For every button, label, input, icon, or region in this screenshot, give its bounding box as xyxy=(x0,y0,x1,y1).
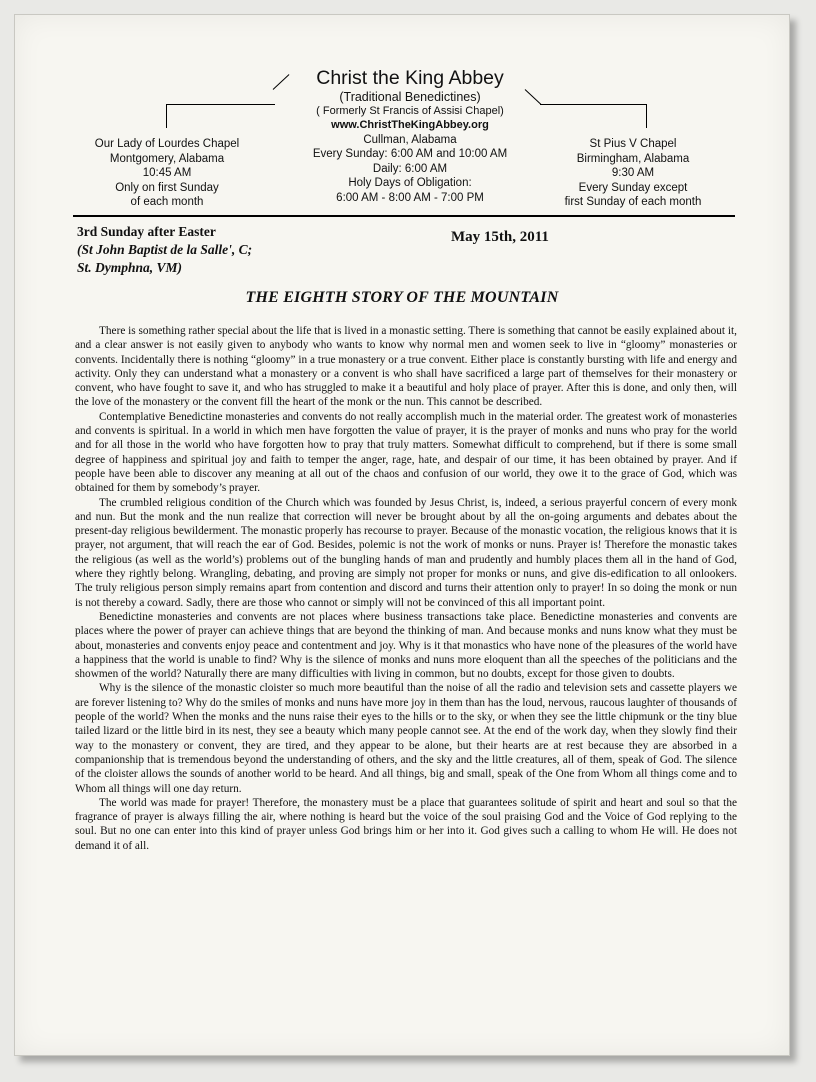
chapel-schedule: Only on first Sunday xyxy=(115,181,219,194)
chapel-name: Our Lady of Lourdes Chapel xyxy=(94,138,240,150)
saints-line-1: (St John Baptist de la Salle', C; xyxy=(77,242,253,257)
saints-line-2: St. Dymphna, VM) xyxy=(77,260,183,275)
bulletin-header xyxy=(15,15,789,225)
abbey-formerly: ( Formerly St Francis of Assisi Chapel) xyxy=(316,105,504,117)
article-paragraph: The world was made for prayer! Therefore, the monastery must be a place that guarantees solitude of spirit and heart and soul so that the fragrance of prayer is always filling the air, where nothing is heard but the voice of the soul praising God and the Voice of God replying to the soul. But no one can enter into this kind of prayer unless God brings him or her into it. God gives such a calling to whom He will. He does not demand it of all. xyxy=(75,796,737,852)
abbey-daily-times: Daily: 6:00 AM xyxy=(372,162,448,175)
article-paragraph: Benedictine monasteries and convents are not places where business transactions take place. Benedictine monasteries and convents are places where the power of prayer can achieve things that are beyond the thinking of man. And because monks and nuns know what they must be about, monasteries and convents enjoy peace and contentment and joy. Why is it that monastics who have none of the pleasures of the world have a happiness that the world is unable to find? Why is the silence of monks and nuns more eloquent than all the speeches of the politicians and the showmen of the world? Naturally there are many difficulties with living in common, but no doubts, except for those given to doubts. xyxy=(75,610,737,681)
birmingham-chapel-info xyxy=(543,137,723,210)
abbey-sunday-times: Every Sunday: 6:00 AM and 10:00 AM xyxy=(312,148,508,161)
article-paragraph: The crumbled religious condition of the Church which was founded by Jesus Christ, is, indeed, a serious prayerful concern of every monk and nun. But the monk and the nun realize that correction will never be brought about by all the on-going arguments and debates about the present-day religious bewilderment. The monastic properly has recourse to prayer. Because of the monastic vocation, the religious knows that it is prayer, not argument, that will reach the ear of God. Besides, polemic is not the work of monks or nuns. Prayer is! Therefore the monastic takes the religious (as well as the world’s) problems out of the bungling hands of man and prudently and humbly places them all in the hand of God, where they rightly belong. Wrangling, debating, and proving are simply not proper for monks or nuns, and give dis-edification to all onlookers. The truly religious person simply remains apart from contention and discord and turns their attention only to prayer! In so doing the monk or nun is not thereby a coward. Sadly, there are those who cannot or simply will not be convinced of this all important point. xyxy=(75,496,737,609)
article-title: THE EIGHTH STORY OF THE MOUNTAIN xyxy=(245,289,559,306)
article-body xyxy=(75,324,737,853)
abbey-holy-days-times: 6:00 AM - 8:00 AM - 7:00 PM xyxy=(336,191,484,204)
abbey-info xyxy=(265,67,555,206)
connector-drop-left xyxy=(166,104,167,128)
article-paragraph: There is something rather special about the life that is lived in a monastic setting. There is something that cannot be easily explained about it, and a clear answer is not easily given to anybody who wants to know why normal men and women seek to live in “gloomy” monasteries or convents. Incidentally there is nothing “gloomy” in a true monastery or a true convent. Either place is constantly bursting with life and energy and activity. Only they can understand what a monastery or a convent is who shall have sacrificed a large part of themselves for their monastery or convent, who have fought to save it, and who has struggled to make it a beautiful and holy place of prayer. After this is done, and only then, will the love of the monastery or the convent fill the heart of the monk or the nun. This cannot be described. xyxy=(75,325,737,409)
liturgical-day xyxy=(77,223,252,277)
bulletin-date: May 15th, 2011 xyxy=(451,229,549,245)
montgomery-chapel-info xyxy=(77,137,257,210)
connector-line-right xyxy=(540,104,647,105)
chapel-location: Montgomery, Alabama xyxy=(109,152,225,165)
abbey-location: Cullman, Alabama xyxy=(363,133,457,146)
abbey-name: Christ the King Abbey xyxy=(316,67,504,89)
chapel-schedule: Every Sunday except xyxy=(578,181,688,194)
chapel-name: St Pius V Chapel xyxy=(589,138,677,150)
connector-drop-right xyxy=(646,104,647,128)
page-frame xyxy=(14,14,790,1056)
sunday-name: 3rd Sunday after Easter xyxy=(77,224,216,239)
abbey-website[interactable]: www.ChristTheKingAbbey.org xyxy=(331,119,489,131)
chapel-schedule-cont: of each month xyxy=(130,196,204,209)
chapel-time: 10:45 AM xyxy=(142,167,192,180)
chapel-location: Birmingham, Alabama xyxy=(576,152,690,165)
abbey-subtitle: (Traditional Benedictines) xyxy=(339,90,481,104)
chapel-schedule-cont: first Sunday of each month xyxy=(564,196,702,209)
article-paragraph: Contemplative Benedictine monasteries and convents do not really accomplish much in the material order. The greatest work of monasteries and convents is spiritual. In a world in which men have forgotten the value of prayer, it is the prayer of monks and nuns who pray for the world and for all those in the world who have forgotten how to pray that truly matters. Somewhat difficult to comprehend, but if there is some small degree of happiness and spiritual joy and faith to temper the anger, rage, hate, and despair of our time, it has been obtained by prayer. And if people have been able to discover any meaning at all out of the chaos and confusion of our world, they owe it to the grace of God, which was obtained for them by somebody’s prayer. xyxy=(75,410,737,495)
article-paragraph: Why is the silence of the monastic cloister so much more beautiful than the noise of all the radio and television sets and cassette players we are forever listening to? Why do the smiles of monks and nuns have more joy in them than has the loud, nervous, raucous laughter of thousands of people of the world? When the monks and the nuns raise their eyes to the hills or to the sky, or when they see the little chipmunk or the tiny blue tailed lizard or the little bird in its nest, they see a beauty which many people cannot see. At the end of the work day, when they slowly find their way to the monastery or convent, they are tired, and they appear to be alone, but their hearts are at rest because they are absorbed in a companionship that is tremendous beyond the understanding of others, and the sky and the little creatures, all of them, speak of God. The silence of the cloister allows the sounds of another world to be heard. And all things, big and small, speak of the One from Whom all things come and to Whom all things will one day return. xyxy=(75,682,737,795)
connector-line-left xyxy=(166,104,275,105)
abbey-holy-days-label: Holy Days of Obligation: xyxy=(348,177,472,190)
chapel-time: 9:30 AM xyxy=(611,167,655,180)
header-divider xyxy=(73,215,735,217)
